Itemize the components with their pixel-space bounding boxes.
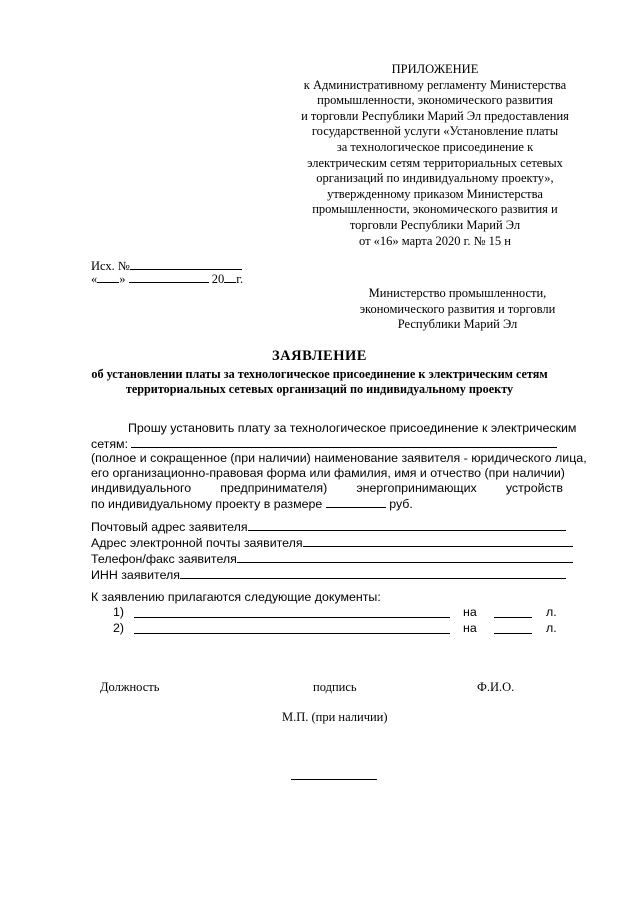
appendix-line: утвержденному приказом Министерства xyxy=(327,186,543,201)
applicant-name-field[interactable] xyxy=(131,436,557,448)
attachment-pages-prefix: на xyxy=(463,605,477,619)
attachment-pages-prefix: на xyxy=(463,621,477,635)
full-name-label: Ф.И.О. xyxy=(477,680,515,694)
footer-divider xyxy=(291,779,377,780)
appendix-line: промышленности, экономического развития xyxy=(317,93,553,108)
request-word: устройств xyxy=(505,481,563,495)
request-word: предпринимателя) xyxy=(220,481,328,495)
amount-field[interactable] xyxy=(326,496,386,508)
position-label: Должность xyxy=(100,680,160,694)
email-label: Адрес электронной почты заявителя xyxy=(91,536,303,550)
document-subtitle-line: об установлении платы за технологическое присоединение к электрическим сетям xyxy=(91,367,548,381)
date-year-suffix: г. xyxy=(236,272,244,286)
email-field[interactable] xyxy=(303,535,573,547)
request-amount-label: по индивидуальному проекту в размере xyxy=(91,497,323,511)
date-day-field[interactable] xyxy=(97,271,119,283)
outgoing-number-field[interactable] xyxy=(130,258,242,270)
appendix-block xyxy=(280,62,590,249)
request-line-justified xyxy=(91,481,563,496)
appendix-line: к Административному регламенту Министерства xyxy=(303,77,567,92)
appendix-line: организаций по индивидуальному проекту», xyxy=(316,171,554,186)
appendix-line: ПРИЛОЖЕНИЕ xyxy=(391,62,479,76)
request-applicant xyxy=(91,436,557,452)
date-month-field[interactable] xyxy=(129,271,209,283)
appendix-line: государственной услуги «Установление платы xyxy=(311,124,559,139)
appendix-line: от «16» марта 2020 г. № 15 н xyxy=(358,233,511,248)
request-line: Прошу установить плату за технологическое присоединение к электрическим xyxy=(128,421,577,435)
recipient-line: Республики Марий Эл xyxy=(397,317,518,332)
document-title: ЗАЯВЛЕНИЕ xyxy=(272,348,367,364)
signature-label: подпись xyxy=(313,680,357,694)
attachment-pages-suffix: л. xyxy=(546,621,557,635)
recipient-line: Министерство промышленности, xyxy=(368,286,547,300)
attachment-pages-field[interactable] xyxy=(494,633,532,634)
recipient-block xyxy=(330,286,585,333)
attachment-name-field[interactable] xyxy=(134,633,450,634)
inn-field[interactable] xyxy=(180,567,566,579)
phone-label: Телефон/факс заявителя xyxy=(91,552,237,566)
attachment-row xyxy=(113,621,124,636)
date-year-field[interactable] xyxy=(224,271,236,283)
attachment-name-field[interactable] xyxy=(134,617,450,618)
document-subtitle-line: территориальных сетевых организаций по индивидуальному проекту xyxy=(125,382,514,396)
attachment-pages-suffix: л. xyxy=(546,605,557,619)
email-row xyxy=(91,535,573,551)
stamp-label: М.П. (при наличии) xyxy=(282,710,388,724)
outgoing-number-label: Исх. № xyxy=(91,259,130,273)
request-word: энергопринимающих xyxy=(356,481,477,495)
postal-address-row xyxy=(91,519,566,535)
postal-address-field[interactable] xyxy=(248,519,566,531)
outgoing-date xyxy=(91,271,243,287)
phone-field[interactable] xyxy=(237,551,573,563)
request-line: его организационно-правовая форма или фамилия, имя и отчество (при наличии) xyxy=(91,466,565,480)
postal-address-label: Почтовый адрес заявителя xyxy=(91,520,248,534)
request-word: индивидуального xyxy=(91,481,192,495)
appendix-line: и торговли Республики Марий Эл предоставления xyxy=(301,108,569,123)
request-amount-currency: руб. xyxy=(389,497,413,511)
attachment-number: 2) xyxy=(113,621,125,635)
appendix-line: торговли Республики Марий Эл xyxy=(349,217,521,232)
date-quote-close: » xyxy=(119,272,126,286)
inn-row xyxy=(91,567,566,583)
attachments-intro: К заявлению прилагаются следующие документы: xyxy=(91,590,381,604)
appendix-line: промышленности, экономического развития и xyxy=(312,202,558,217)
date-year-prefix: 20 xyxy=(211,272,225,286)
appendix-line: за технологическое присоединение к xyxy=(336,139,534,154)
phone-row xyxy=(91,551,573,567)
recipient-line: экономического развития и торговли xyxy=(359,301,556,316)
request-line: (полное и сокращенное (при наличии) наименование заявителя - юридического лица, xyxy=(91,451,587,465)
inn-label: ИНН заявителя xyxy=(91,568,180,582)
request-amount xyxy=(91,496,413,512)
date-quote-open: « xyxy=(91,272,98,286)
appendix-line: электрическим сетям территориальных сетевых xyxy=(307,155,563,170)
request-networks-label: сетям: xyxy=(91,437,129,451)
attachment-number: 1) xyxy=(113,605,125,619)
attachment-pages-field[interactable] xyxy=(494,617,532,618)
attachment-row xyxy=(113,605,124,620)
